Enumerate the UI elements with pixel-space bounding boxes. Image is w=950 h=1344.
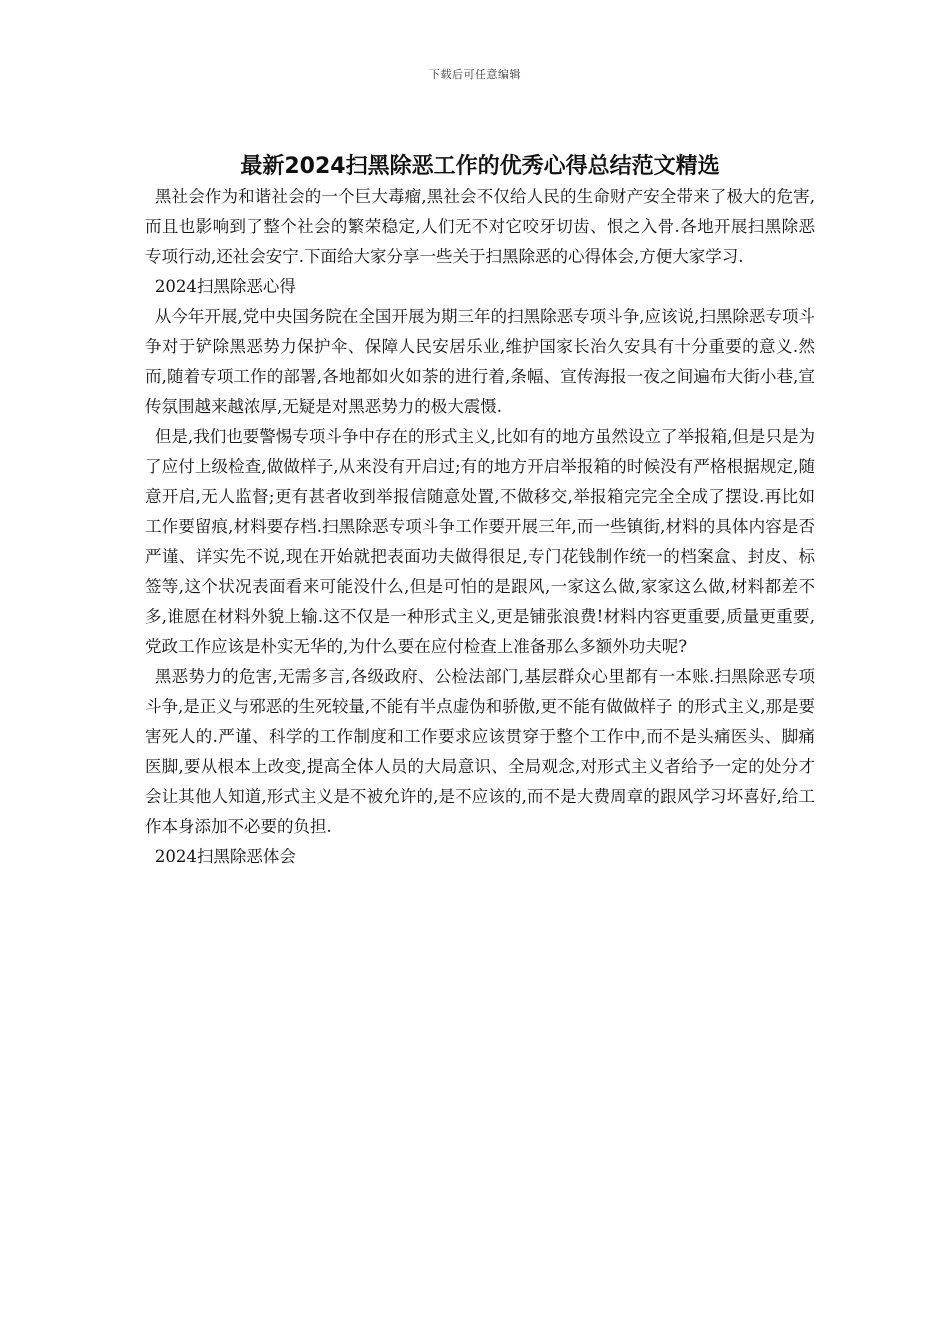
paragraph-intro: 黑社会作为和谐社会的一个巨大毒瘤,黑社会不仅给人民的生命财产安全带来了极大的危害,而且也影响到了整个社会的繁荣稳定,人们无不对它咬牙切齿、恨之入骨.各地开展扫黑除恶专项行动,还社会安宁.下面给大家分享一些关于扫黑除恶的心得体会,方便大家学习.: [145, 187, 815, 266]
section-heading-xinde: 2024扫黑除恶心得: [154, 277, 296, 296]
paragraph-harm: 黑恶势力的危害,无需多言,各级政府、公检法部门,基层群众心里都有一本账.扫黑除恶专项斗争,是正义与邪恶的生死较量,不能有半点虚伪和骄傲,更不能有做做样子 的形式主义,那是要害死人的.严谨、科学的工作制度和工作要求应该贯穿于整个工作中,而不是头痛医头、脚痛医脚,要从根本上改变,提高全体人员的大局意识、全局观念,对形式主义者给予一定的处分才会让其他人知道,形式主义是不被允许的,是不应该的,而不是大费周章的跟风学习坏喜好,给工作本身添加不必要的负担.: [145, 667, 815, 836]
section-heading-tihui: 2024扫黑除恶体会: [154, 847, 296, 866]
paragraph-background: 从今年开展,党中央国务院在全国开展为期三年的扫黑除恶专项斗争,应该说,扫黑除恶专项斗争对于铲除黑恶势力保护伞、保障人民安居乐业,维护国家长治久安具有十分重要的意义.然而,随着专项工作的部署,各地都如火如荼的进行着,条幅、宣传海报一夜之间遍布大街小巷,宣传氛围越来越浓厚,无疑是对黑恶势力的极大震慑.: [145, 307, 815, 416]
document-body: [145, 182, 815, 872]
header-note: 下载后可任意编辑: [429, 68, 521, 81]
document-title: 最新2024扫黑除恶工作的优秀心得总结范文精选: [240, 154, 720, 179]
paragraph-formalism: 但是,我们也要警惕专项斗争中存在的形式主义,比如有的地方虽然设立了举报箱,但是只是为了应付上级检查,做做样子,从来没有开启过;有的地方开启举报箱的时候没有严格根据规定,随意开启,无人监督;更有甚者收到举报信随意处置,不做移交,举报箱完完全全成了摆设.再比如工作要留痕,材料要存档.扫黑除恶专项斗争工作要开展三年,而一些镇街,材料的具体内容是否严谨、详实先不说,现在开始就把表面功夫做得很足,专门花钱制作统一的档案盒、封皮、标签等,这个状况表面看来可能没什么,但是可怕的是跟风,一家这么做,家家这么做,材料都差不多,谁愿在材料外貌上输.这不仅是一种形式主义,更是铺张浪费!材料内容更重要,质量更重要,党政工作应该是朴实无华的,为什么要在应付检查上准备那么多额外功夫呢?: [145, 427, 815, 656]
